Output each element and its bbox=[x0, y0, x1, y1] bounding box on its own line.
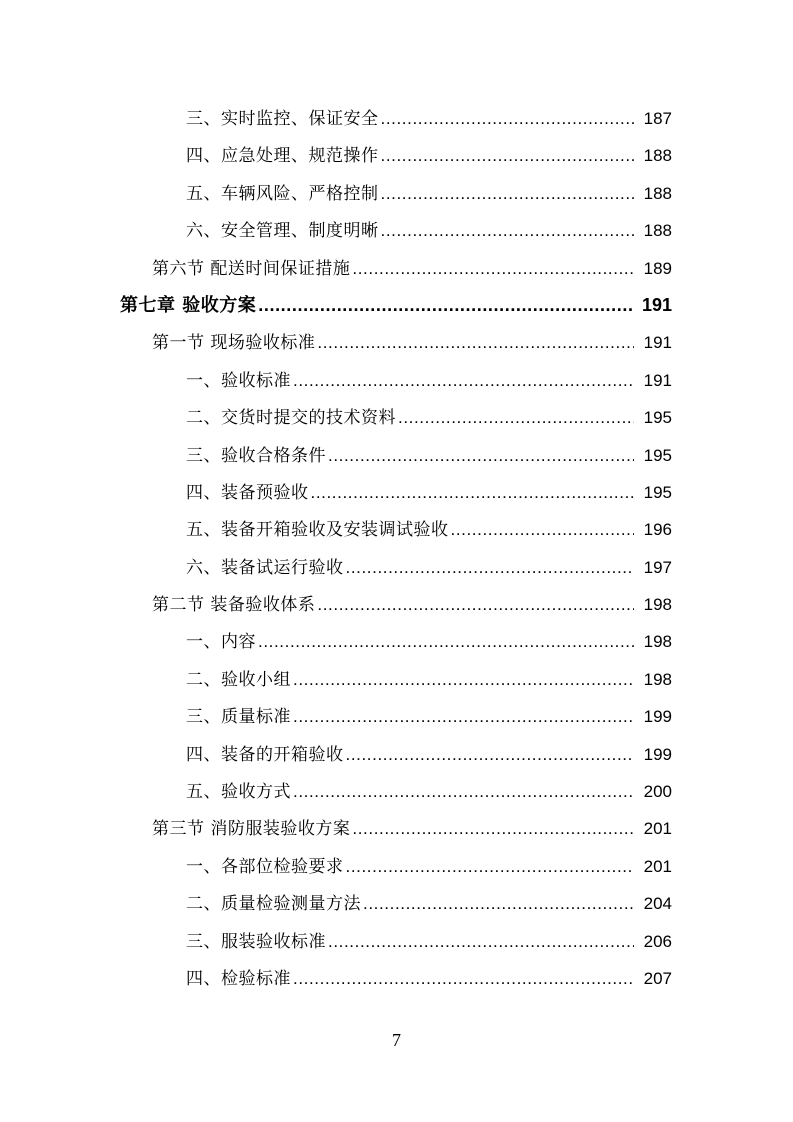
toc-entry-page: 195 bbox=[643, 408, 672, 428]
toc-entry[interactable] bbox=[0, 399, 793, 436]
toc-entry-page: 195 bbox=[643, 482, 672, 502]
toc-entry-page: 199 bbox=[643, 707, 672, 727]
table-of-contents bbox=[0, 100, 793, 997]
toc-entry-page: 188 bbox=[643, 146, 672, 166]
toc-entry-title: 三、实时监控、保证安全 bbox=[186, 109, 379, 129]
toc-leader-dots bbox=[317, 586, 634, 623]
toc-leader-dots bbox=[381, 212, 635, 249]
toc-entry-page: 188 bbox=[643, 221, 672, 241]
toc-entry-page: 200 bbox=[643, 782, 672, 802]
toc-leader-dots bbox=[293, 698, 634, 735]
toc-entry-title: 三、质量标准 bbox=[186, 707, 291, 728]
toc-entry[interactable] bbox=[0, 362, 793, 399]
toc-leader-dots bbox=[317, 324, 634, 361]
toc-entry-title: 一、各部位检验要求 bbox=[186, 856, 344, 877]
toc-entry-page: 201 bbox=[643, 856, 672, 876]
toc-entry-title: 二、质量检验测量方法 bbox=[186, 894, 361, 915]
toc-entry-title: 五、车辆风险、严格控制 bbox=[186, 183, 379, 204]
toc-entry[interactable] bbox=[0, 511, 793, 548]
toc-leader-dots bbox=[398, 399, 634, 436]
toc-entry-title: 四、装备预验收 bbox=[186, 482, 309, 503]
toc-entry-page: 195 bbox=[643, 445, 672, 465]
toc-leader-dots bbox=[258, 287, 634, 324]
toc-leader-dots bbox=[328, 923, 634, 960]
toc-entry-page: 189 bbox=[643, 258, 672, 278]
toc-entry[interactable] bbox=[0, 586, 793, 623]
toc-entry-page: 191 bbox=[643, 333, 672, 353]
toc-leader-dots bbox=[346, 848, 635, 885]
toc-entry-page: 198 bbox=[643, 669, 672, 689]
toc-leader-dots bbox=[381, 137, 635, 174]
toc-entry-title: 二、验收小组 bbox=[186, 669, 291, 690]
toc-leader-dots bbox=[293, 960, 634, 997]
toc-leader-dots bbox=[293, 661, 634, 698]
toc-leader-dots bbox=[352, 250, 634, 287]
toc-leader-dots bbox=[451, 511, 635, 548]
toc-entry-page: 191 bbox=[641, 294, 672, 315]
toc-entry[interactable] bbox=[0, 250, 793, 287]
toc-entry[interactable] bbox=[0, 474, 793, 511]
toc-entry-title: 四、检验标准 bbox=[186, 968, 291, 989]
toc-entry[interactable] bbox=[0, 848, 793, 885]
toc-entry-title: 一、内容 bbox=[186, 632, 256, 653]
toc-entry-title: 第七章 验收方案 bbox=[120, 294, 257, 316]
toc-entry[interactable] bbox=[0, 549, 793, 586]
toc-entry-page: 196 bbox=[643, 520, 672, 540]
toc-entry[interactable] bbox=[0, 287, 793, 324]
toc-entry-title: 五、装备开箱验收及安装调试验收 bbox=[186, 520, 449, 541]
toc-leader-dots bbox=[346, 549, 635, 586]
toc-entry-page: 204 bbox=[643, 894, 672, 914]
toc-entry[interactable] bbox=[0, 810, 793, 847]
toc-entry-title: 五、验收方式 bbox=[186, 782, 291, 803]
toc-leader-dots bbox=[346, 736, 635, 773]
toc-entry-page: 206 bbox=[643, 931, 672, 951]
toc-entry[interactable] bbox=[0, 175, 793, 212]
toc-leader-dots bbox=[363, 885, 634, 922]
toc-entry-title: 四、应急处理、规范操作 bbox=[186, 146, 379, 167]
toc-entry[interactable] bbox=[0, 736, 793, 773]
toc-entry-page: 201 bbox=[643, 819, 672, 839]
toc-entry[interactable] bbox=[0, 885, 793, 922]
toc-entry-page: 187 bbox=[643, 109, 672, 128]
toc-entry-title: 第二节 装备验收体系 bbox=[152, 595, 316, 616]
toc-leader-dots bbox=[293, 773, 634, 810]
toc-entry-title: 三、服装验收标准 bbox=[186, 931, 326, 952]
toc-entry[interactable] bbox=[0, 212, 793, 249]
toc-entry[interactable] bbox=[0, 623, 793, 660]
toc-entry-page: 191 bbox=[643, 370, 672, 390]
toc-entry-page: 198 bbox=[643, 595, 672, 615]
toc-entry[interactable] bbox=[0, 100, 793, 137]
toc-entry-page: 207 bbox=[643, 968, 672, 988]
toc-entry-page: 199 bbox=[643, 744, 672, 764]
toc-entry-title: 第六节 配送时间保证措施 bbox=[152, 258, 351, 279]
toc-leader-dots bbox=[258, 623, 634, 660]
toc-entry-page: 188 bbox=[643, 183, 672, 203]
toc-entry[interactable] bbox=[0, 437, 793, 474]
toc-entry-title: 三、验收合格条件 bbox=[186, 445, 326, 466]
toc-entry[interactable] bbox=[0, 137, 793, 174]
toc-entry-title: 四、装备的开箱验收 bbox=[186, 744, 344, 765]
toc-entry[interactable] bbox=[0, 324, 793, 361]
toc-entry-page: 197 bbox=[643, 557, 672, 577]
page-number: 7 bbox=[392, 1030, 401, 1050]
toc-entry-title: 第一节 现场验收标准 bbox=[152, 333, 316, 354]
toc-leader-dots bbox=[381, 100, 635, 137]
toc-leader-dots bbox=[352, 810, 634, 847]
toc-entry-title: 一、验收标准 bbox=[186, 370, 291, 391]
toc-entry[interactable] bbox=[0, 923, 793, 960]
toc-leader-dots bbox=[293, 362, 634, 399]
toc-entry-title: 二、交货时提交的技术资料 bbox=[186, 408, 396, 429]
toc-leader-dots bbox=[381, 175, 635, 212]
toc-leader-dots bbox=[328, 437, 634, 474]
toc-entry[interactable] bbox=[0, 773, 793, 810]
toc-entry[interactable] bbox=[0, 698, 793, 735]
toc-entry-title: 第三节 消防服装验收方案 bbox=[152, 819, 351, 840]
toc-entry[interactable] bbox=[0, 960, 793, 997]
toc-entry[interactable] bbox=[0, 661, 793, 698]
toc-entry-title: 六、安全管理、制度明晰 bbox=[186, 221, 379, 242]
toc-entry-title: 六、装备试运行验收 bbox=[186, 557, 344, 578]
toc-leader-dots bbox=[311, 474, 635, 511]
toc-entry-page: 198 bbox=[643, 632, 672, 652]
